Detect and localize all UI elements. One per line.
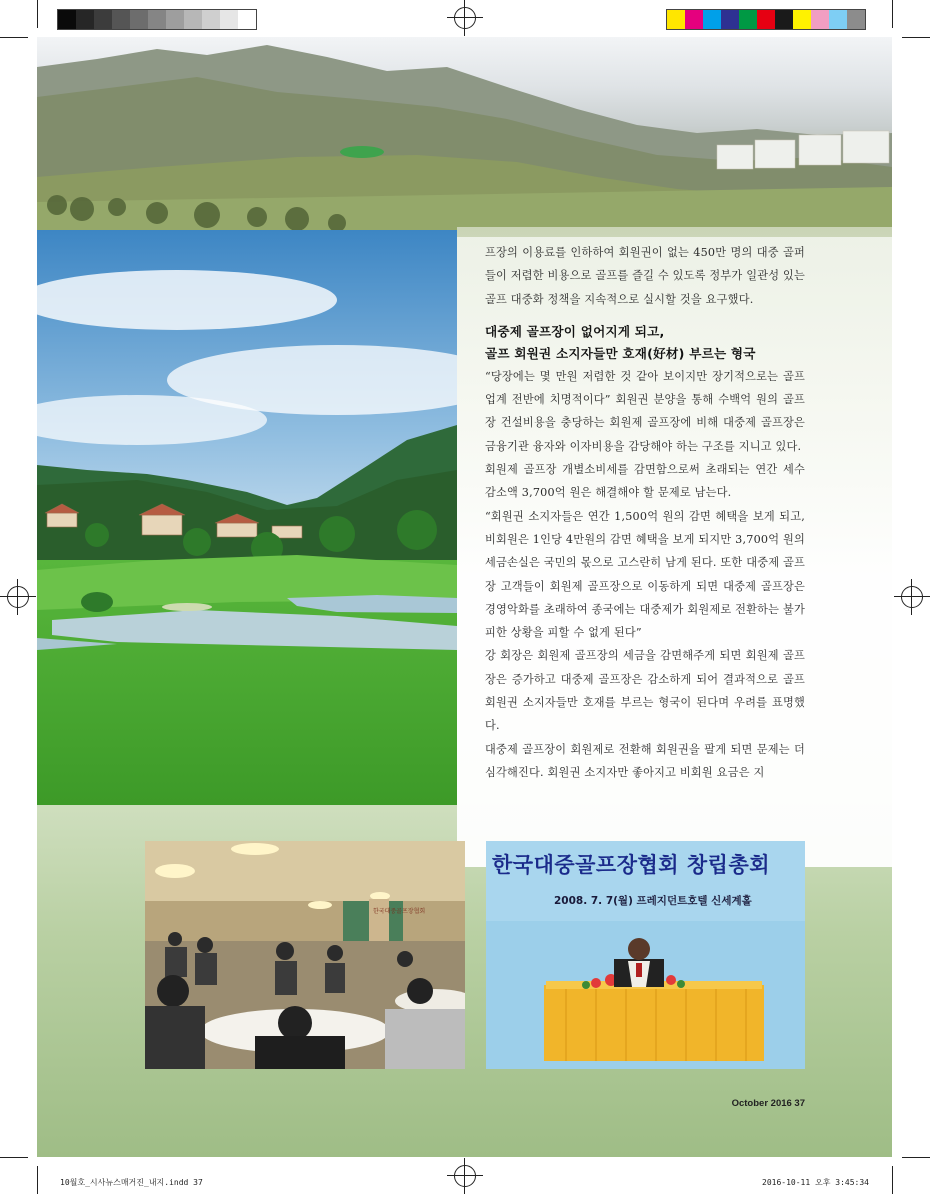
crop-mark (902, 37, 930, 38)
color-swatch (775, 10, 793, 29)
founding-ceremony-photo (486, 841, 805, 1069)
banner-date-venue: 2008. 7. 7(월) 프레지던트호텔 신세계홀 (554, 895, 752, 907)
article-paragraph: 강 회장은 회원제 골프장의 세금을 감면해주게 되면 회원제 골프장은 증가하고 대중제 골프장은 감소하게 되어 결과적으로 골프 회원권 소지자들만 호재를 부르는 형국이 된다며 우려를 표명했다. (485, 649, 805, 733)
hero-mountain-photo (37, 37, 892, 237)
color-swatch (202, 10, 220, 29)
crop-mark (892, 0, 893, 28)
color-swatch (757, 10, 775, 29)
banner-title: 한국대중골프장협회 창립총회 (492, 853, 771, 877)
color-swatch (130, 10, 148, 29)
crop-mark (37, 1166, 38, 1194)
article-paragraph: 프장의 이용료를 인하하여 회원권이 없는 450만 명의 대중 골퍼들이 저렴한 비용으로 골프를 즐길 수 있도록 정부가 일관성 있는 골프 대중화 정책을 지속적으로 실시할 것을 요구했다. (485, 246, 805, 306)
color-swatch (184, 10, 202, 29)
crop-mark (0, 37, 28, 38)
color-swatch (793, 10, 811, 29)
article-paragraph: “당장에는 몇 만원 저렴한 것 같아 보이지만 장기적으로는 골프 업계 전반에 치명적이다” 회원권 분양을 통해 수백억 원의 골프장 건설비용을 충당하는 회원제 골프장에 비해 대중제 골프장은 금융기관 융자와 이자비용을 감당해야 하는 구조를 지니고 있다. (485, 369, 805, 453)
color-swatch (148, 10, 166, 29)
banquet-hall-meeting-photo (145, 841, 465, 1069)
color-swatch (166, 10, 184, 29)
slug-timestamp: 2016-10-11 오후 3:45:34 (762, 1178, 869, 1187)
color-swatch (58, 10, 76, 29)
registration-mark-bottom (447, 1158, 483, 1194)
color-swatch (847, 10, 865, 29)
subheading-line-1: 대중제 골프장이 없어지게 되고, (485, 323, 665, 339)
color-swatch (76, 10, 94, 29)
crop-mark (902, 1157, 930, 1158)
color-swatch (721, 10, 739, 29)
article-paragraph: 대중제 골프장이 회원제로 전환해 회원권을 팔게 되면 문제는 더 심각해진다. 회원권 소지자만 좋아지고 비회원 요금은 지 (485, 742, 805, 779)
article-paragraph: 회원제 골프장 개별소비세를 감면함으로써 초래되는 연간 세수 감소액 3,700억 원은 해결해야 할 문제로 남는다. (485, 463, 805, 500)
registration-mark-left (0, 579, 36, 615)
color-swatch (220, 10, 238, 29)
slug-file-name: 10월호_시사뉴스매거진_내지.indd 37 (60, 1178, 203, 1187)
color-swatch (739, 10, 757, 29)
color-swatch (238, 10, 256, 29)
svg-text:한국대중골프장협회: 한국대중골프장협회 (373, 908, 426, 915)
color-swatch (829, 10, 847, 29)
registration-mark-top (447, 0, 483, 36)
page-folio: October 2016 37 (731, 1098, 805, 1109)
color-swatch (811, 10, 829, 29)
color-swatch (703, 10, 721, 29)
color-swatch (667, 10, 685, 29)
grayscale-color-bar (57, 9, 257, 30)
subheading-line-2: 골프 회원권 소지자들만 호재(好材) 부르는 형국 (485, 345, 756, 361)
crop-mark (892, 1166, 893, 1194)
process-color-bar (666, 9, 866, 30)
color-swatch (685, 10, 703, 29)
registration-mark-right (894, 579, 930, 615)
golf-course-photo (37, 230, 457, 805)
crop-mark (0, 1157, 28, 1158)
color-swatch (94, 10, 112, 29)
article-paragraph: “회원권 소지자들은 연간 1,500억 원의 감면 혜택을 보게 되고, 비회원은 1인당 4만원의 감면 혜택을 보게 되지만 3,700억 원의 세금손실은 국민의 몫으로 고스란히 남게 된다. 또한 대중제 골프장 고객들이 회원제 골프장으로 이동하게 되면 대중제 골프장은 경영악화를 초래하여 종국에는 대중제가 회원제로 전환하는 불가피한 상황을 피할 수 없게 된다” (485, 509, 805, 640)
article-body (485, 241, 805, 784)
magazine-page (37, 37, 892, 1157)
article-subheading (485, 321, 805, 365)
color-swatch (112, 10, 130, 29)
crop-mark (37, 0, 38, 28)
